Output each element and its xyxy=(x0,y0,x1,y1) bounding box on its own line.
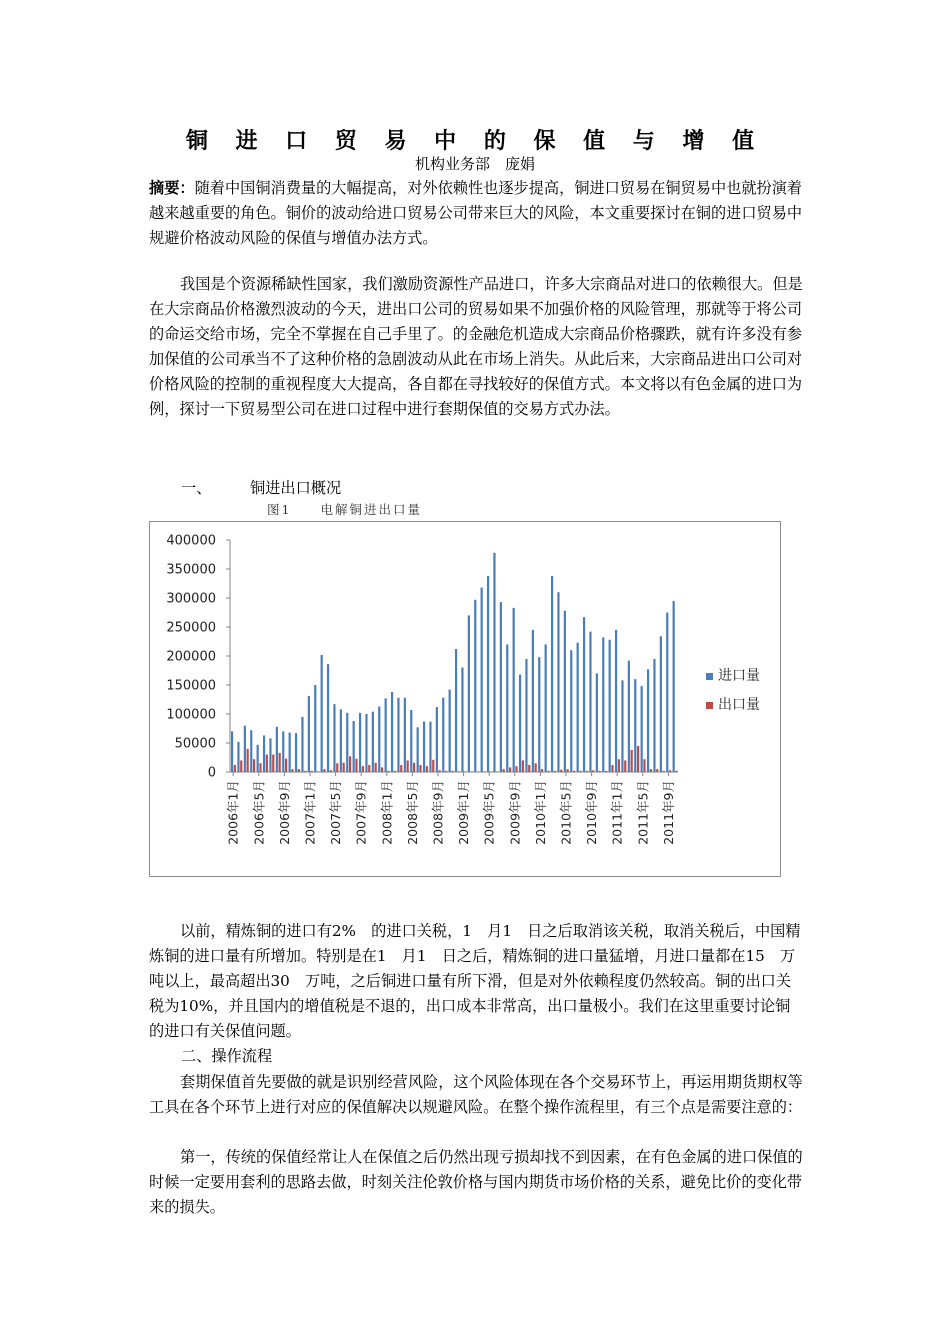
section2-heading: 二、操作流程 xyxy=(181,1047,273,1065)
import-bar xyxy=(340,709,342,772)
import-bar xyxy=(647,669,649,772)
export-bar xyxy=(663,771,665,772)
import-bar xyxy=(570,650,572,772)
import-bar xyxy=(500,602,502,772)
y-tick-label: 200000 xyxy=(166,649,216,665)
export-bar xyxy=(368,765,370,772)
y-tick-label: 150000 xyxy=(166,678,216,694)
export-bar xyxy=(387,771,389,772)
export-bar xyxy=(343,763,345,772)
import-bar xyxy=(372,712,374,772)
export-bar xyxy=(259,763,261,772)
import-bar xyxy=(609,640,611,772)
import-bar xyxy=(257,745,259,772)
export-bar xyxy=(381,767,383,772)
import-bar xyxy=(250,730,252,772)
export-bar xyxy=(483,771,485,772)
x-tick-label: 2010年9月 xyxy=(584,780,600,845)
export-bar xyxy=(515,766,517,772)
export-bar xyxy=(317,771,319,772)
import-bar xyxy=(481,588,483,772)
export-bar xyxy=(477,771,479,772)
x-tick-label: 2009年5月 xyxy=(481,780,497,845)
import-bar xyxy=(289,733,291,772)
export-bar xyxy=(573,771,575,772)
y-tick-label: 350000 xyxy=(166,562,216,578)
import-bar xyxy=(333,704,335,772)
export-bar xyxy=(618,759,620,772)
import-bar xyxy=(327,664,329,772)
abstract-label: 摘要： xyxy=(149,179,195,197)
export-bar xyxy=(605,771,607,772)
legend-label-import: 进口量 xyxy=(718,668,760,684)
import-bar xyxy=(577,643,579,772)
export-bar xyxy=(458,771,460,772)
section2-paragraph-1: 套期保值首先要做的就是识别经营风险，这个风险体现在各个交易环节上，再运用期货期权等工具在各个环节上进行对应的保值解决以规避风险。在整个操作流程里，有三个点是需要注意的： xyxy=(149,1073,803,1116)
export-bar xyxy=(560,770,562,772)
export-bar xyxy=(432,760,434,772)
import-bar xyxy=(378,706,380,772)
export-bar xyxy=(554,771,556,772)
import-bar xyxy=(596,673,598,772)
x-tick-label: 2011年5月 xyxy=(635,780,651,845)
export-bar xyxy=(656,769,658,772)
import-bar xyxy=(314,685,316,772)
export-bar xyxy=(592,770,594,772)
y-tick-label: 50000 xyxy=(174,736,216,752)
import-bar xyxy=(346,713,348,772)
import-bar xyxy=(231,731,233,772)
x-tick-label: 2010年1月 xyxy=(532,780,548,845)
y-tick-label: 400000 xyxy=(166,533,216,549)
export-bar xyxy=(637,746,639,772)
export-bar xyxy=(285,759,287,772)
import-bar xyxy=(634,679,636,772)
export-bar xyxy=(535,763,537,772)
legend-label-export: 出口量 xyxy=(718,697,760,713)
import-bar xyxy=(525,659,527,772)
import-bar xyxy=(429,722,431,772)
import-bar xyxy=(474,600,476,772)
import-bar xyxy=(436,707,438,772)
import-bar xyxy=(397,698,399,772)
export-bar xyxy=(611,765,613,772)
export-bar xyxy=(240,760,242,772)
import-bar xyxy=(545,644,547,772)
import-bar xyxy=(666,613,668,773)
copper-trade-chart xyxy=(150,522,780,876)
export-bar xyxy=(400,765,402,772)
x-tick-label: 2008年5月 xyxy=(404,780,420,845)
import-bar xyxy=(385,698,387,772)
import-bar xyxy=(276,727,278,772)
export-bar xyxy=(407,760,409,772)
import-bar xyxy=(269,738,271,772)
import-bar xyxy=(455,649,457,772)
x-tick-label: 2009年1月 xyxy=(456,780,472,845)
export-bar xyxy=(355,759,357,772)
export-bar xyxy=(266,755,268,772)
export-bar xyxy=(234,765,236,772)
import-bar xyxy=(513,608,515,772)
document-title: 铜 进 口 贸 易 中 的 保 值 与 增 值 xyxy=(185,129,765,154)
export-bar xyxy=(579,771,581,772)
export-bar xyxy=(650,769,652,772)
export-bar xyxy=(298,769,300,772)
import-bar xyxy=(391,692,393,772)
import-bar xyxy=(442,698,444,772)
export-bar xyxy=(323,769,325,772)
export-bar xyxy=(330,770,332,772)
import-bar xyxy=(564,611,566,772)
import-bar xyxy=(673,601,675,772)
export-bar xyxy=(253,759,255,772)
legend-swatch-export xyxy=(706,702,713,709)
x-tick-label: 2011年9月 xyxy=(660,780,676,845)
import-bar xyxy=(602,637,604,772)
export-bar xyxy=(541,769,543,772)
x-tick-label: 2007年1月 xyxy=(302,780,318,845)
export-bar xyxy=(291,769,293,772)
export-bar xyxy=(362,766,364,772)
export-bar xyxy=(586,771,588,772)
import-bar xyxy=(282,731,284,772)
export-bar xyxy=(311,771,313,772)
import-bar xyxy=(321,655,323,772)
x-tick-label: 2006年5月 xyxy=(251,780,267,845)
x-tick-label: 2010年5月 xyxy=(558,780,574,845)
y-tick-label: 250000 xyxy=(166,620,216,636)
x-tick-label: 2007年5月 xyxy=(328,780,344,845)
export-bar xyxy=(304,771,306,772)
export-bar xyxy=(675,771,677,772)
import-bar xyxy=(653,659,655,772)
import-bar xyxy=(557,592,559,772)
import-bar xyxy=(493,553,495,772)
y-tick-label: 0 xyxy=(207,765,216,781)
export-bar xyxy=(490,771,492,772)
import-bar xyxy=(621,680,623,772)
abstract-text: 随着中国铜消费量的大幅提高，对外依赖性也逐步提高，铜进口贸易在铜贸易中也就扮演着越来越重要的角色。铜价的波动给进口贸易公司带来巨大的风险，本文重要探讨在铜的进口贸易中规避价格波动风险的保值与增值办法方式。 xyxy=(149,179,803,247)
export-bar xyxy=(445,771,447,772)
export-bar xyxy=(336,763,338,772)
export-bar xyxy=(547,771,549,772)
x-tick-label: 2006年1月 xyxy=(225,780,241,845)
import-bar xyxy=(353,721,355,772)
import-bar xyxy=(359,713,361,772)
x-tick-label: 2009年9月 xyxy=(507,780,523,845)
export-bar xyxy=(439,770,441,772)
export-bar xyxy=(426,766,428,772)
import-bar xyxy=(551,576,553,772)
export-bar xyxy=(599,771,601,772)
import-bar xyxy=(365,714,367,772)
import-bar xyxy=(295,733,297,772)
export-bar xyxy=(503,769,505,772)
import-bar xyxy=(468,615,470,772)
section2-paragraph-2: 第一，传统的保值经常让人在保值之后仍然出现亏损却找不到因素，在有色金属的进口保值的时候一定要用套利的思路去做，时刻关注伦敦价格与国内期货市场价格的关系，避免比价的变化带来的损失。 xyxy=(149,1148,803,1216)
paragraph-after-chart: 以前，精炼铜的进口有2% 的进口关税，1 月1 日之后取消该关税，取消关税后，中国精炼铜的进口量有所增加。特别是在1 月1 日之后，精炼铜的进口量猛增，月进口量都在15 万吨以上，最高超出30 万吨，之后铜进口量有所下滑，但是对外依赖程度仍然较高。铜的出口关税为10%，并且国内的增值税是不退的，出口成本非常高，出口量极小。我们在这里重要讨论铜的进口有关保值问题。 xyxy=(149,922,801,1040)
import-bar xyxy=(237,742,239,772)
y-tick-label: 300000 xyxy=(166,591,216,607)
export-bar xyxy=(528,765,530,772)
x-tick-label: 2008年1月 xyxy=(379,780,395,845)
export-bar xyxy=(464,771,466,772)
import-bar xyxy=(532,630,534,772)
import-bar xyxy=(417,727,419,772)
export-bar xyxy=(471,771,473,772)
section1-title: 铜进出口概况 xyxy=(250,479,342,497)
export-bar xyxy=(375,763,377,772)
import-bar xyxy=(589,632,591,772)
import-bar xyxy=(660,636,662,772)
figure-caption: 图1 电解铜进出口量 xyxy=(267,502,422,517)
export-bar xyxy=(631,750,633,772)
x-tick-label: 2006年9月 xyxy=(276,780,292,845)
export-bar xyxy=(624,760,626,772)
import-bar xyxy=(506,644,508,772)
x-tick-label: 2011年1月 xyxy=(609,780,625,845)
export-bar xyxy=(349,756,351,772)
section1-number: 一、 xyxy=(181,479,212,497)
import-bar xyxy=(583,617,585,772)
import-bar xyxy=(301,717,303,772)
export-bar xyxy=(522,760,524,772)
import-bar xyxy=(423,722,425,772)
legend-swatch-import xyxy=(706,673,713,680)
import-bar xyxy=(461,668,463,772)
chart-frame xyxy=(149,521,781,877)
export-bar xyxy=(496,771,498,772)
import-bar xyxy=(487,576,489,772)
export-bar xyxy=(451,771,453,772)
author-line: 机构业务部 庞娟 xyxy=(414,155,535,173)
export-bar xyxy=(413,763,415,772)
export-bar xyxy=(509,767,511,772)
export-bar xyxy=(279,753,281,772)
import-bar xyxy=(410,710,412,772)
export-bar xyxy=(419,765,421,772)
export-bar xyxy=(247,749,249,772)
export-bar xyxy=(394,771,396,772)
x-tick-label: 2007年9月 xyxy=(353,780,369,845)
export-bar xyxy=(669,770,671,772)
import-bar xyxy=(308,696,310,772)
import-bar xyxy=(628,661,630,772)
import-bar xyxy=(263,735,265,772)
export-bar xyxy=(567,769,569,772)
import-bar xyxy=(641,686,643,772)
import-bar xyxy=(449,690,451,772)
import-bar xyxy=(244,726,246,772)
x-tick-label: 2008年9月 xyxy=(430,780,446,845)
intro-paragraph: 我国是个资源稀缺性国家，我们激励资源性产品进口，许多大宗商品对进口的依赖很大。但是在大宗商品价格激烈波动的今天，进出口公司的贸易如果不加强价格的风险管理，那就等于将公司的命运交给市场，完全不掌握在自己手里了。的金融危机造成大宗商品价格骤跌，就有许多没有参加保值的公司承当不了这种价格的急剧波动从此在市场上消失。从此后来，大宗商品进出口公司对价格风险的控制的重视程度大大提高，各自都在寻找较好的保值方式。本文将以有色金属的进口为例，探讨一下贸易型公司在进口过程中进行套期保值的交易方式办法。 xyxy=(149,275,803,418)
export-bar xyxy=(272,755,274,772)
import-bar xyxy=(519,675,521,772)
import-bar xyxy=(615,630,617,772)
y-tick-label: 100000 xyxy=(166,707,216,723)
abstract-paragraph xyxy=(149,176,805,251)
import-bar xyxy=(404,698,406,772)
import-bar xyxy=(538,657,540,772)
export-bar xyxy=(643,759,645,772)
